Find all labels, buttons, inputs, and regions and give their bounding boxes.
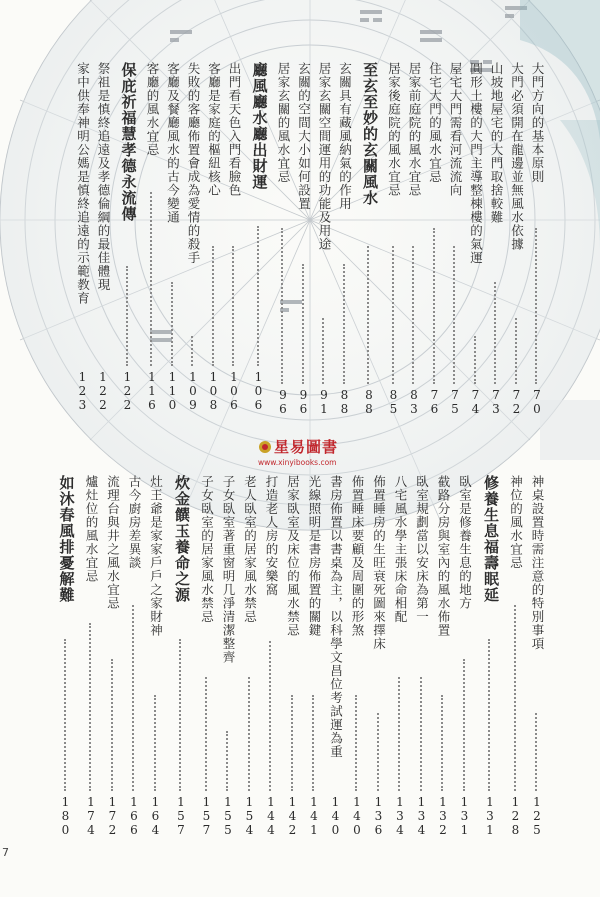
toc-entry-title: 佈置睡床要顧及周圍的形煞 (350, 475, 365, 637)
toc-section-heading: 如沐春風排憂解難 (57, 475, 76, 603)
toc-page-number: 74 (468, 388, 483, 416)
toc-leader-dots (514, 605, 516, 791)
brand-name: 星易圖書 (274, 438, 339, 456)
toc-leader-dots (367, 246, 369, 384)
toc-leader-dots (232, 246, 234, 366)
toc-entry-title: 流理台與井之風水宜忌 (105, 475, 121, 610)
brand-emblem-icon (258, 440, 272, 454)
toc-leader-dots (302, 264, 304, 384)
toc-page-number: 141 (307, 795, 321, 837)
toc-page-number: 155 (221, 795, 235, 837)
toc-entry-title: 灶王爺是家家戶戶之家財神 (148, 475, 164, 637)
toc-page-number: 180 (58, 795, 73, 837)
toc-page-number: 132 (436, 795, 450, 837)
toc-page-number: 174 (84, 795, 98, 837)
toc-leader-dots (191, 336, 193, 366)
toc-page-number: 140 (350, 795, 364, 837)
toc-leader-dots (343, 264, 345, 384)
toc-section-heading: 廳風廳水廳出財運 (250, 62, 269, 190)
toc-section-heading: 保庇祈福慧孝德永流傳 (119, 62, 138, 222)
toc-entry-title: 居家臥室及床位的風水禁忌 (285, 475, 301, 637)
toc-page-number: 140 (328, 795, 343, 837)
toc-page-number: 110 (165, 370, 180, 412)
toc-leader-dots (257, 226, 259, 366)
toc-leader-dots (488, 639, 490, 791)
toc-leader-dots (322, 318, 324, 384)
publisher-logo (258, 436, 338, 467)
toc-page-number: 76 (427, 388, 442, 416)
toc-leader-dots (453, 246, 455, 384)
toc-section-heading: 修養生息福壽眠延 (482, 475, 500, 603)
toc-entry-title: 神桌設置時需注意的特別事項 (530, 475, 545, 651)
toc-leader-dots (132, 605, 134, 791)
toc-entry-title: 大門必須開在龍邊並無風水依據 (509, 62, 525, 251)
toc-entry-title: 山坡地屋宅的大門取捨較難 (489, 62, 504, 224)
toc-page-number: 88 (337, 388, 352, 416)
toc-leader-dots (291, 695, 293, 791)
toc-page-number: 70 (530, 388, 544, 416)
toc-section-heading: 至玄至妙的玄關風水 (361, 62, 379, 206)
toc-page-number: 73 (489, 388, 503, 416)
toc-page-number: 75 (448, 388, 462, 416)
toc-leader-dots (377, 713, 379, 791)
toc-entry-title: 圓形土樓的大門主導整棟樓的氣運 (468, 62, 484, 265)
toc-entry-title: 古今廚房差異談 (127, 475, 142, 570)
toc-page-number: 131 (457, 795, 472, 837)
toc-leader-dots (248, 677, 250, 791)
toc-entry-title: 客廳是家庭的樞紐核心 (206, 62, 222, 197)
toc-page-number: 172 (105, 795, 120, 837)
toc-page-number: 72 (509, 388, 524, 416)
toc-entry-title: 屋宅大門需看河流流向 (448, 62, 463, 197)
toc-page-number: 106 (227, 370, 241, 412)
toc-leader-dots (412, 246, 414, 384)
toc-leader-dots (126, 266, 128, 366)
toc-entry-title: 書房佈置以書桌為主，以科學文昌位考試運為重 (328, 475, 344, 759)
toc-leader-dots (205, 677, 207, 791)
toc-page-number: 96 (276, 388, 290, 416)
toc-entry-title: 玄關的空間大小如何設置 (296, 62, 312, 211)
toc-page-number: 122 (96, 370, 110, 412)
toc-page-number: 91 (317, 388, 331, 416)
toc-entry-title: 家中供奉神明公媽是慎終追遠的示範教育 (75, 62, 91, 305)
toc-page-number: 134 (414, 795, 429, 837)
toc-entry-title: 失敗的客廳佈置會成為愛情的殺手 (186, 62, 201, 265)
toc-page-number: 106 (251, 370, 266, 412)
toc-leader-dots (111, 659, 113, 791)
toc-entry-title: 出門看天色入門看臉色 (227, 62, 242, 197)
toc-entry-title: 佈置睡房的生旺衰死圖來擇床 (371, 475, 387, 651)
toc-leader-dots (392, 246, 394, 384)
toc-leader-dots (535, 713, 537, 791)
toc-leader-dots (89, 623, 91, 791)
toc-leader-dots (154, 695, 156, 791)
toc-page-number: 142 (285, 795, 300, 837)
toc-entry-title: 客廳及餐廳風水的古今變通 (165, 62, 181, 224)
toc-leader-dots (226, 731, 228, 791)
toc-leader-dots (463, 659, 465, 791)
toc-leader-dots (150, 192, 152, 366)
toc-page-number: 157 (174, 795, 188, 837)
toc-section-heading: 炊金饌玉養命之源 (173, 475, 191, 603)
toc-leader-dots (433, 228, 435, 384)
toc-entry-title: 光線照明是書房佈置的關鍵 (307, 475, 322, 637)
toc-entry-title: 爐灶位的風水宜忌 (84, 475, 99, 583)
toc-leader-dots (474, 336, 476, 384)
toc-entry-title: 截路分房與室內的風水佈置 (436, 475, 451, 637)
toc-page-number: 116 (145, 370, 159, 412)
brand-url: www.xinyibooks.com (258, 458, 337, 467)
toc-page-number: 136 (371, 795, 386, 837)
toc-leader-dots (494, 282, 496, 384)
toc-leader-dots (64, 639, 66, 791)
page-number: 7 (2, 846, 9, 859)
toc-page-number: 125 (530, 795, 544, 837)
toc-entry-title: 大門方向的基本原則 (530, 62, 545, 184)
toc-entry-title: 子女臥室的居家風水禁忌 (199, 475, 215, 624)
toc-page-number: 85 (386, 388, 401, 416)
toc-leader-dots (179, 639, 181, 791)
toc-page-number: 109 (186, 370, 200, 412)
toc-entry-title: 神位的風水宜忌 (508, 475, 524, 570)
toc-entry-title: 居家後庭院的風水宜忌 (386, 62, 402, 197)
toc-entry-title: 居家前庭院的風水宜忌 (407, 62, 422, 197)
toc-page-number: 88 (362, 388, 376, 416)
toc-entry-title: 客廳的風水宜忌 (145, 62, 160, 157)
toc-page-number: 131 (483, 795, 497, 837)
toc-entry-title: 玄關具有藏風納氣的作用 (337, 62, 353, 211)
toc-leader-dots (398, 677, 400, 791)
toc-entry-title: 子女臥室著重窗明几淨清潔整齊 (221, 475, 236, 664)
toc-page-number: 157 (199, 795, 214, 837)
toc-leader-dots (281, 228, 283, 384)
toc-page-number: 144 (264, 795, 278, 837)
toc-page-number: 154 (242, 795, 257, 837)
toc-entry-title: 祭祖是慎終追遠及孝德倫綱的最佳體現 (96, 62, 111, 292)
toc-leader-dots (269, 641, 271, 791)
toc-entry-title: 住宅大門的風水宜忌 (427, 62, 443, 184)
toc-page-number: 96 (296, 388, 311, 416)
toc-leader-dots (212, 246, 214, 366)
toc-page-number: 123 (75, 370, 90, 412)
toc-entry-title: 打造老人房的安樂窩 (264, 475, 279, 597)
toc-page-number: 166 (127, 795, 141, 837)
toc-page-number: 164 (148, 795, 163, 837)
toc-leader-dots (312, 695, 314, 791)
toc-entry-title: 臥室規劃當以安床為第一 (414, 475, 430, 624)
toc-entry-title: 八宅風水學主張床命相配 (393, 475, 408, 624)
toc-entry-title: 居家玄關的風水宜忌 (276, 62, 291, 184)
toc-leader-dots (441, 695, 443, 791)
toc-entry-title: 老人臥室的居家風水禁忌 (242, 475, 258, 624)
toc-leader-dots (535, 228, 537, 384)
toc-leader-dots (171, 282, 173, 366)
toc-page-number: 83 (407, 388, 421, 416)
toc-leader-dots (515, 318, 517, 384)
toc-page-number: 134 (393, 795, 407, 837)
toc-entry-title: 居家玄關空間運用的功能及用途 (317, 62, 332, 251)
toc-page-number: 108 (206, 370, 221, 412)
toc-page-number: 128 (508, 795, 523, 837)
toc-leader-dots (355, 695, 357, 791)
toc-page-number: 122 (120, 370, 135, 412)
toc-entry-title: 臥室是修養生息的地方 (457, 475, 473, 610)
toc-leader-dots (420, 677, 422, 791)
